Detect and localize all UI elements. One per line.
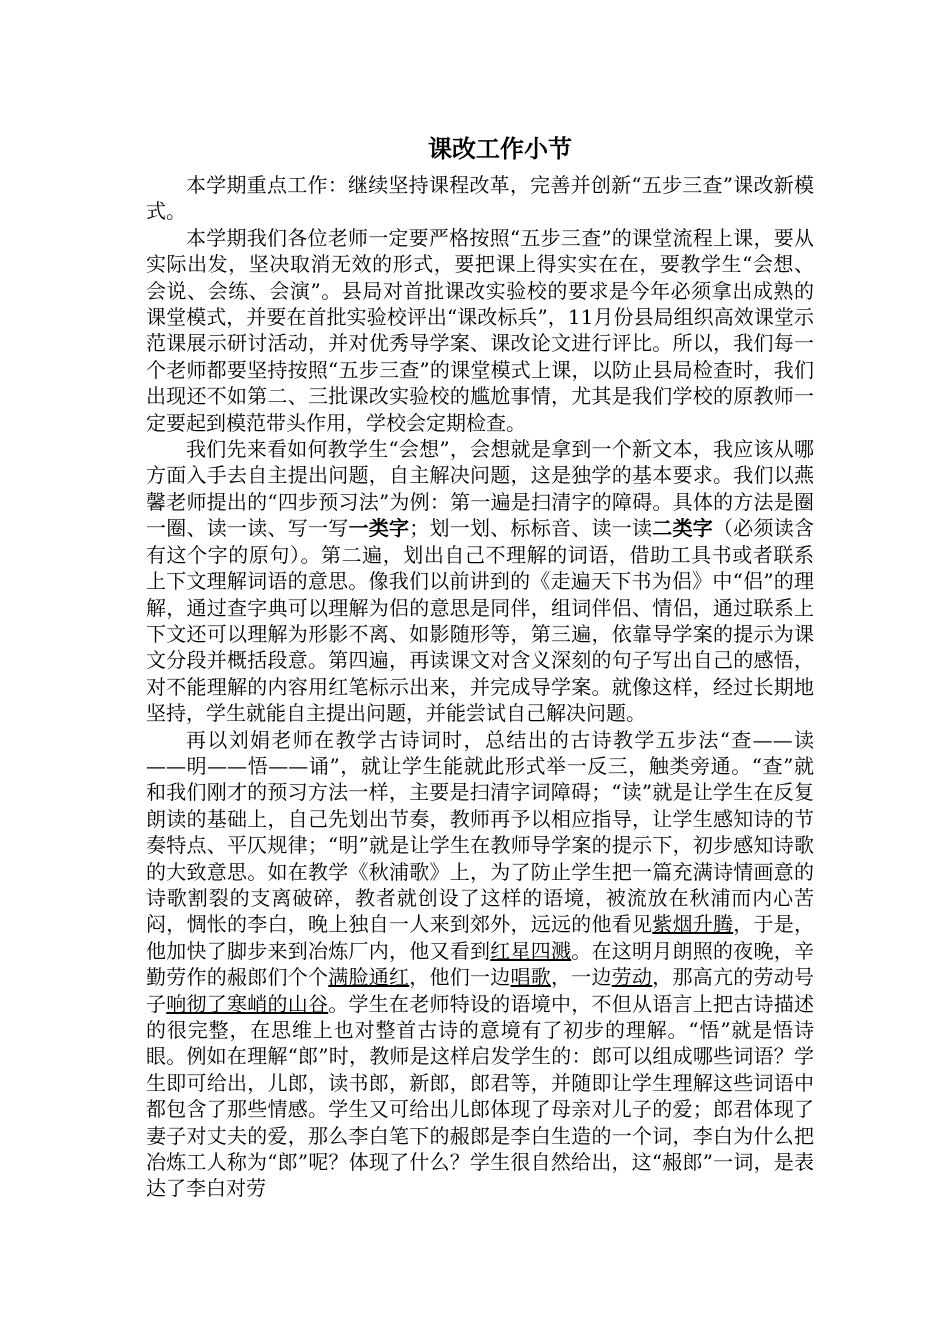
text-run: 本学期我们各位老师一定要严格按照“五步三查”的课堂流程上课，要从实际出发，坚决取消无效的形式，要把课上得实实在在，要教学生“会想、会说、会练、会演”。县局对首批课改实验校的要求是今年必须拿出成熟的课堂模式，并要在首批实验校评出“课改标兵”，11月份县局组织高效课堂示范课展示研讨活动，并对优秀导学案、课改论文进行评比。所以，我们每一个老师都要坚持按照“五步三查”的课堂模式上课，以防止县局检查时，我们出现还不如第二、三批课改实验校的尴尬事情，尤其是我们学校的原教师一定要起到模范带头作用，学校会定期检查。 — [146, 225, 814, 435]
paragraph — [146, 436, 814, 726]
underlined-text: 紫烟升腾 — [652, 912, 734, 937]
text-run: ；划一划、标标音、读一读 — [409, 516, 653, 541]
text-run: ，那高亢的劳动号子 — [146, 965, 814, 1016]
bold-text: 二类字 — [652, 516, 713, 541]
text-run: （必须读含有这个字的原句）。第二遍，划出自己不理解的词语，借助工具书或者联系上下文理解词语的意思。像我们以前讲到的《走遍天下书为侣》中“侣”的理解，通过查字典可以理解为侣的意思是同伴，组词伴侣、情侣，通过联系上下文还可以理解为形影不离、如影随形等，第三遍，依靠导学案的提示为课文分段并概括段意。第四遍，再读课文对含义深刻的句子写出自己的感悟，对不能理解的内容用红笔标示出来，并完成导学案。就像这样，经过长期地坚持，学生就能自主提出问题，并能尝试自己解决问题。 — [146, 516, 814, 726]
underlined-text: 红星四溅 — [490, 938, 572, 963]
text-run: 本学期重点工作：继续坚持课程改革，完善并创新“五步三查”课改新模式。 — [146, 173, 814, 224]
underlined-text: 满脸通红 — [328, 965, 410, 990]
underlined-text: 唱歌 — [510, 965, 551, 990]
text-run: ，一边 — [551, 965, 612, 990]
text-run: 再以刘娟老师在教学古诗词时，总结出的古诗教学五步法“查——读——明——悟——诵”，就让学生能就此形式举一反三，触类旁通。“查”就和我们刚才的预习方法一样，主要是扫清字词障碍；“读”就是让学生在反复朗读的基础上，自己先划出节奏，教师再予以相应指导，让学生感知诗的节奏特点、平仄规律；“明”就是让学生在教师导学案的提示下，初步感知诗歌的大致意思。如在教学《秋浦歌》上，为了防止学生把一篇充满诗情画意的诗歌割裂的支离破碎，教者就创设了这样的语境，被流放在秋浦而内心苦闷，惆怅的李白，晚上独自一人来到郊外，远远的他看见 — [146, 727, 814, 937]
paragraph — [146, 172, 814, 225]
text-run: 。学生在老师特设的语境中，不但从语言上把古诗描述的很完整，在思维上也对整首古诗的意境有了初步的理解。“悟”就是悟诗眼。例如在理解“郎”时，教师是这样启发学生的：郎可以组成哪些词语？学生即可给出，儿郎，读书郎，新郎，郎君等，并随即让学生理解这些词语中都包含了那些情感。学生又可给出儿郎体现了母亲对儿子的爱；郎君体现了妻子对丈夫的爱，那么李白笔下的赧郎是李白生造的一个词，李白为什么把冶炼工人称为“郎”呢？体现了什么？学生很自然给出，这“赧郎”一词，是表达了李白对劳 — [146, 991, 814, 1201]
paragraph — [146, 727, 814, 1202]
underlined-text: 劳动 — [611, 965, 653, 990]
text-run: ，于是，他加快了脚步来到冶炼厂内，他又看到 — [146, 912, 814, 963]
text-run: 。在这明月朗照的夜晚，辛勤劳作的赧郎们个个 — [146, 938, 814, 990]
underlined-text: 响彻了寒峭的山谷 — [166, 991, 329, 1016]
document-body — [146, 172, 814, 1202]
paragraph — [146, 225, 814, 436]
text-run: 我们先来看如何教学生“会想”，会想就是拿到一个新文本，我应该从哪方面入手去自主提出问题，自主解决问题，这是独学的基本要求。我们以燕馨老师提出的“四步预习法”为例：第一遍是扫清字的障碍。具体的方法是圈一圈、读一读、写一写 — [146, 437, 814, 541]
page-title: 课改工作小节 — [428, 134, 572, 163]
bold-text: 一类字 — [348, 516, 410, 541]
text-run: ，他们一边 — [409, 965, 511, 990]
